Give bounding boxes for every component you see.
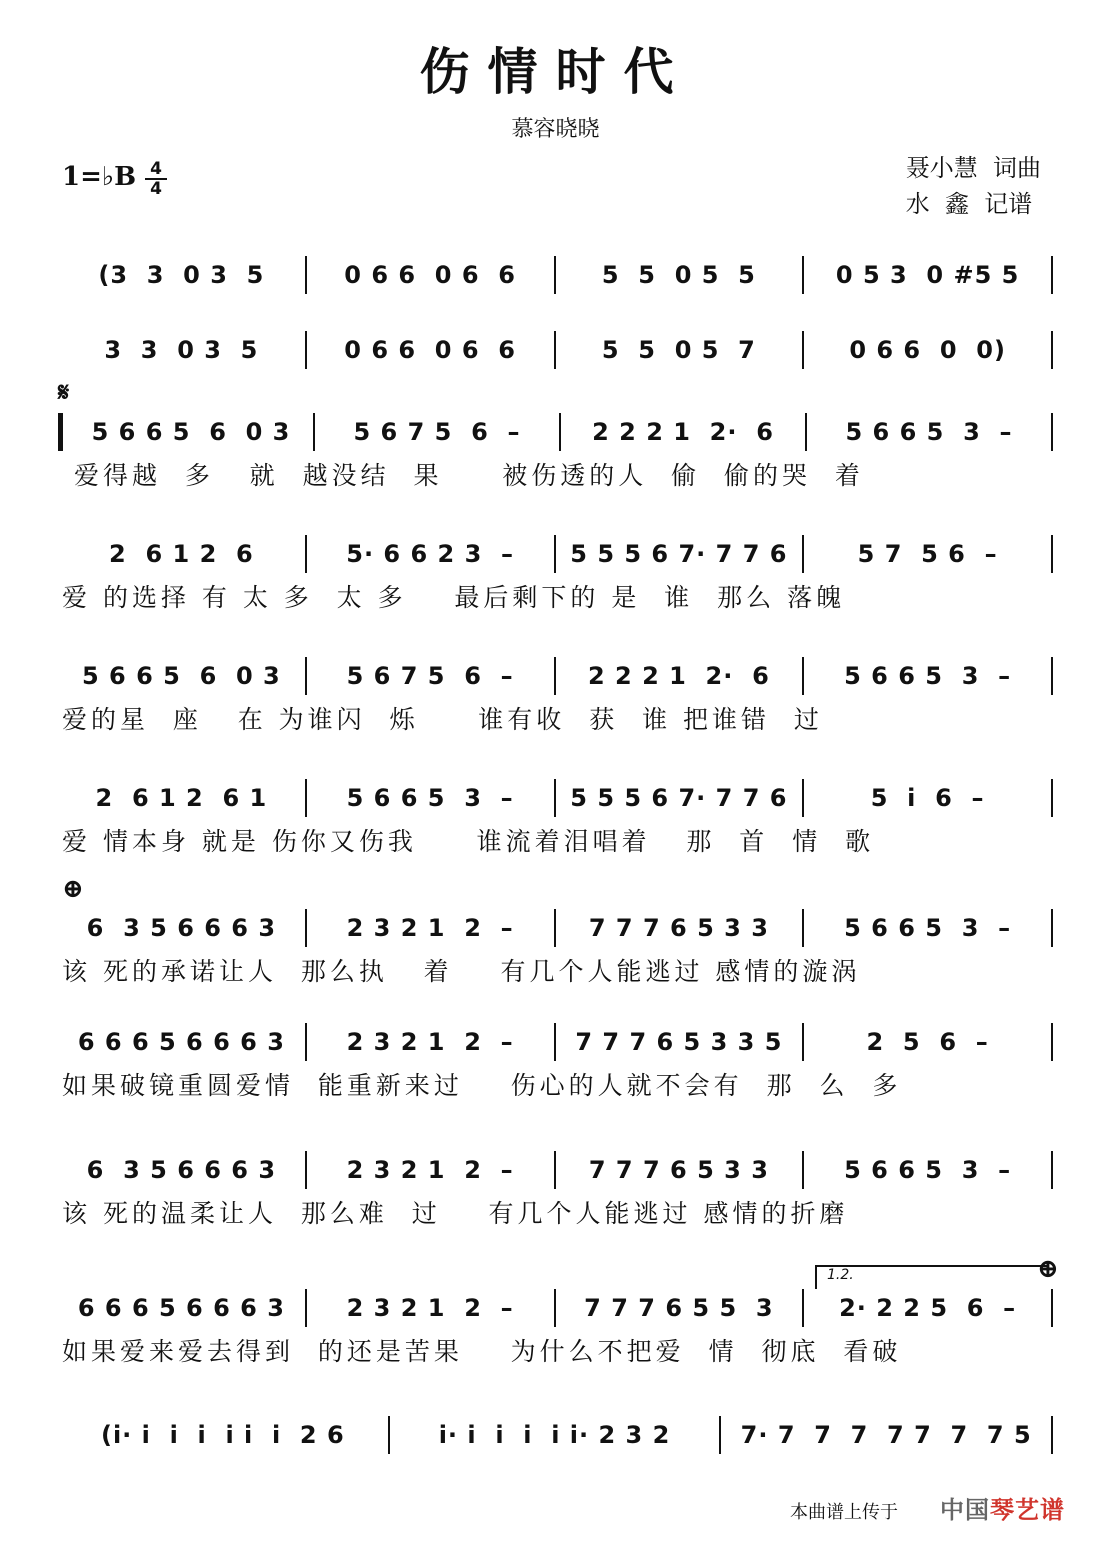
barline [1051,535,1053,573]
lyrics-line: 该 死的温柔让人 那么难 过 有几个人能逃过 感情的折磨 [62,1199,849,1228]
singer-name: 慕容晓晓 [511,117,600,142]
credit-transcriber: 水 鑫 记谱 [905,190,1033,218]
score-row [0,908,1111,1028]
measure: 5 6 6 5 3 – [844,914,1012,942]
measure: 7 7 7 6 5 3 3 [588,914,769,942]
repeat-start-barline [58,413,69,451]
measure: 3 3 0 3 5 [104,336,259,364]
score-row [0,1288,1111,1408]
volta-label: 1.2. [827,1267,854,1283]
notes-line [58,1150,1053,1190]
coda-jump-icon: ⊕ [1037,1254,1059,1284]
notes-line [58,255,1053,295]
measure: 2 3 2 1 2 – [346,914,514,942]
score-row [0,1150,1111,1270]
time-sig-top: 4 [150,159,162,179]
notes-line [58,1022,1053,1062]
notes-line [58,908,1053,948]
barline [1051,1289,1053,1327]
lyrics-line: 如果爱来爱去得到 的还是苦果 为什么不把爱 情 彻底 看破 [62,1337,902,1366]
measure: 2 2 2 1 2· 6 [592,418,774,446]
measure: 5 5 5 6 7· 7 7 6 [570,784,788,812]
footer-text: 本曲谱上传于 [790,1502,898,1523]
measure: 5 6 6 5 6 0 3 [82,662,281,690]
barline [1051,1151,1053,1189]
measure: 2 5 6 – [866,1028,989,1056]
notes-line [58,1415,1053,1455]
score-row [0,412,1111,532]
segno-icon: 𝄋 [58,378,70,408]
barline [1051,331,1053,369]
lyrics-line: 爱 情本身 就是 伤你又伤我 谁流着泪唱着 那 首 情 歌 [62,827,875,856]
measure: 5 5 0 5 7 [601,336,756,364]
measure: 0 5 3 0 #5 5 [835,261,1020,289]
barline [1051,779,1053,817]
measure: 6 6 6 5 6 6 6 3 [77,1294,285,1322]
lyrics-line: 爱 的选择 有 太 多 太 多 最后剩下的 是 谁 那么 落魄 [62,583,846,612]
measure: (3 3 0 3 5 [98,261,265,289]
measure: 5 6 7 5 6 – [353,418,521,446]
time-sig-bottom: 4 [150,179,162,199]
coda-icon: ⊕ [62,874,84,904]
lyrics-line: 如果破镜重圆爱情 能重新来过 伤心的人就不会有 那 么 多 [62,1071,902,1100]
notes-line [58,656,1053,696]
score-row [0,1022,1111,1142]
score-row [0,778,1111,898]
measure: 6 3 5 6 6 6 3 [86,914,277,942]
measure: 5 6 7 5 6 – [346,662,514,690]
measure: 2 3 2 1 2 – [346,1028,514,1056]
lyrics-line: 该 死的承诺让人 那么执 着 有几个人能逃过 感情的漩涡 [62,957,861,986]
key-signature: 1=♭B [62,162,137,192]
lyrics-line: 爱的星 座 在 为谁闪 烁 谁有收 获 谁 把谁错 过 [62,705,823,734]
measure: 6 6 6 5 6 6 6 3 [77,1028,285,1056]
barline [1051,256,1053,294]
measure: 7 7 7 6 5 3 3 [588,1156,769,1184]
measure: 2· 2 2 5 6 – [839,1294,1017,1322]
measure: 6 3 5 6 6 6 3 [86,1156,277,1184]
logo-red-text: 琴艺谱 [990,1495,1065,1524]
measure: 5 6 6 5 3 – [346,784,514,812]
measure: 0 6 6 0 0) [849,336,1006,364]
barline [1051,1023,1053,1061]
measure: 2 6 1 2 6 [109,540,254,568]
barline [1051,1416,1053,1454]
measure: (i· i i i i i i 2 6 [100,1421,345,1449]
measure: 5 i 6 – [870,784,985,812]
notes-line [58,534,1053,574]
measure: 2 2 2 1 2· 6 [587,662,770,690]
notes-line [58,1288,1053,1328]
measure: 5 6 6 5 3 – [844,1156,1012,1184]
measure: 7· 7 7 7 7 7 7 7 5 [740,1421,1032,1449]
measure: 0 6 6 0 6 6 [344,336,516,364]
site-logo [940,1490,1065,1525]
score-row [0,656,1111,776]
lyrics-line: 爱得越 多 就 越没结 果 被伤透的人 偷 偷的哭 着 [62,461,864,490]
measure: 5 5 0 5 5 [601,261,756,289]
measure: 5 7 5 6 – [857,540,998,568]
score-row [0,534,1111,654]
measure: 5 6 6 5 3 – [844,662,1012,690]
time-signature [145,160,167,198]
measure: 5 5 5 6 7· 7 7 6 [570,540,788,568]
notes-line [58,778,1053,818]
barline [1051,413,1053,451]
notes-line [58,412,1053,452]
measure: 2 6 1 2 6 1 [95,784,268,812]
song-title: 伤情时代 [419,42,692,101]
measure: 5 6 6 5 6 0 3 [91,418,291,446]
credits [906,150,1041,222]
measure: 7 7 7 6 5 3 3 5 [575,1028,783,1056]
credit-lyrics-music: 聂小慧 词曲 [905,154,1041,182]
measure: 2 3 2 1 2 – [346,1294,514,1322]
measure: i· i i i i i· 2 3 2 [438,1421,671,1449]
measure: 7 7 7 6 5 5 3 [584,1294,774,1322]
measure: 2 3 2 1 2 – [346,1156,514,1184]
measure: 5· 6 6 2 3 – [346,540,514,568]
notes-line [58,330,1053,370]
barline [1051,657,1053,695]
measure: 0 6 6 0 6 6 [344,261,516,289]
barline [1051,909,1053,947]
measure: 5 6 6 5 3 – [845,418,1013,446]
logo-grey-text: 中国 [940,1495,990,1524]
